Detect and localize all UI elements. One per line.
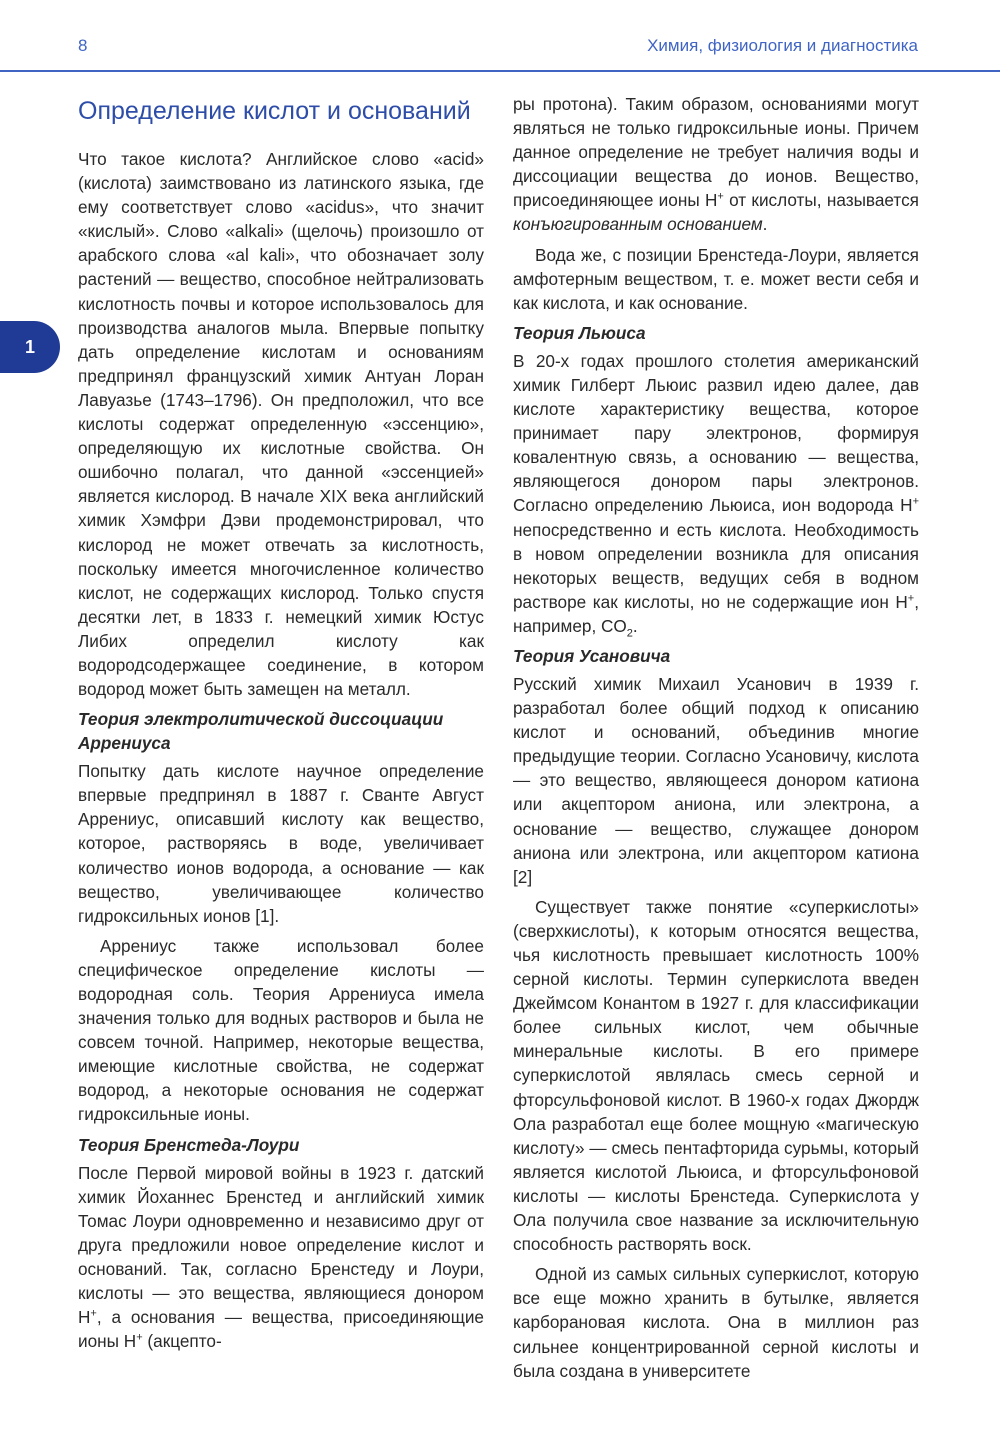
text-run: В 20-х годах прошлого столетия американский химик Гилберт Льюис развил идею далее, дав кислоте характеристику вещества, которое принимает пару электронов, формируя ковалентную связь, а основанию — вещества, являющегося донором пары электронов. Согласно определению Льюиса, ион водорода H xyxy=(513,350,919,516)
text-run: , а основания — вещества, присоединяющие ионы H xyxy=(78,1307,484,1352)
paragraph-carborane: Одной из самых сильных суперкислот, которую все еще можно хранить в бутылке, является карборановая кислота. Она в миллион раз сильнее концентрированной серной кислоты и была создана в университете xyxy=(513,1264,919,1381)
text-run: непосредственно и есть кислота. Необходимость в новом определении возникла для описания некоторых веществ, ведущих себя в водном растворе как кислоты, но не содержащие ион H xyxy=(513,519,919,612)
subhead-bronsted: Теория Бренстеда-Лоури xyxy=(78,1134,300,1155)
text-run: ры протона). Таким образом, основаниями могут являться не только гидроксильные ионы. Причем данное определение не требует наличия воды и диссоциации вещества до ионов. Вещество, присоединяющее ионы H xyxy=(513,94,919,211)
text-run: (акцепто- xyxy=(142,1331,222,1352)
superscript: + xyxy=(717,190,724,203)
paragraph-bronsted xyxy=(78,1161,484,1354)
text-run: . xyxy=(632,615,638,636)
superscript: + xyxy=(90,1307,97,1320)
paragraph-water: Вода же, с позиции Бренстеда-Лоури, является амфотерным веществом, т. е. может вести себя и как кислота, и как основание. xyxy=(513,244,919,313)
text-run: После Первой мировой войны в 1923 г. датский химик Йоханнес Бренстед и английский химик Томас Лоури одновременно и независимо друг от друга предложили новое определение кислот и оснований. Так, согласно Бренстеду и Лоури, кислоты — это вещества, являющиеся донором H xyxy=(78,1162,484,1328)
paragraph-bronsted-cont xyxy=(513,92,919,237)
paragraph-arrhenius-1: Попытку дать кислоте научное определение впервые предпринял в 1887 г. Сванте Август Аррениус, описавший кислоту как вещество, которое, растворяясь в воде, увеличивает количество ионов водорода, а основание — как вещество, увеличивающее количество гидроксильных ионов [1]. xyxy=(78,761,484,926)
text-run: от кислоты, называется xyxy=(723,190,919,211)
superscript: + xyxy=(136,1331,143,1344)
paragraph-arrhenius-2: Аррениус также использовал более специфическое определение кислоты — водородная соль. Теория Аррениуса имела значения только для водных растворов и была не совсем точной. Например, некоторые вещества, имеющие кислотные свойства, не содержат водород, а некоторые основания не содержат гидроксильные ионы. xyxy=(78,935,484,1125)
subhead-arrhenius: Теория электролитической диссоциации Аррениуса xyxy=(78,709,444,754)
header-rule xyxy=(0,70,1000,72)
right-column xyxy=(513,92,919,1389)
superscript: + xyxy=(907,592,915,605)
page-number: 8 xyxy=(78,36,88,55)
paragraph-usanovich: Русский химик Михаил Усанович в 1939 г. разработал более общий подход к описанию кислот и оснований, объединив многие предыдущие теории. Согласно Усановичу, кислота — это вещество, являющееся донором катиона или акцептором аниона, или электрона, а основание — вещество, служащее донором аниона или электрона, или акцептором катиона [2] xyxy=(513,673,919,887)
section-title: Определение кислот и оснований xyxy=(78,97,471,125)
emphasis-term: конъюгированным основанием xyxy=(513,214,763,235)
subscript: 2 xyxy=(626,627,633,640)
running-title: Химия, физиология и диагностика xyxy=(647,36,918,55)
text-run: . xyxy=(762,214,768,235)
superscript: + xyxy=(912,495,919,508)
paragraph-lewis xyxy=(513,349,919,638)
subhead-lewis: Теория Льюиса xyxy=(513,322,646,343)
text-run: , например, CO xyxy=(513,591,919,636)
chapter-tab: 1 xyxy=(0,321,60,373)
paragraph-intro: Что такое кислота? Английское слово «acid» (кислота) заимствовано из латинского языка, где ему соответствует слово «acidus», что значит «кислый». Слово «alkali» (щелочь) произошло от арабского слова «al kali», что обозначает золу растений — вещество, способное нейтрализовать кислотность почвы и которое использовалось для производства аналогов мыла. Впервые попытку дать определение кислотам и основаниям предпринял французский химик Антуан Лоран Лавуазье (1743–1796). Он предположил, что все кислоты содержат определенную «эссенцию», определяющую их кислотные свойства. Он ошибочно полагал, что данной «эссенцией» является кислород. В начале XIX века английский химик Хэмфри Дэви продемонстрировал, что кислород не может отвечать за кислотность, поскольку имеется многочисленное количество кислот, не содержащих кислород. Только спустя десятки лет, в 1833 г. немецкий химик Юстус Либих определил кислоту как водородсодержащее соединение, в котором водород может быть замещен на металл. xyxy=(78,149,484,700)
left-column xyxy=(78,96,484,1359)
paragraph-superacids: Существует также понятие «суперкислоты» (сверхкислоты), к которым относятся вещества, чья кислотность превышает кислотность 100% серной кислоты. Термин суперкислота введен Джеймсом Конантом в 1927 г. для классификации более сильных кислот, чем обычные минеральные кислоты. В его примере суперкислотой являлась смесь серной и фторсульфоновой кислот. В 1960-х годах Джордж Ола разработал еще более мощную «магическую кислоту» — смесь пентафторида сурьмы, который является кислотой Льюиса, и фторсульфоновой кислоты — кислоты Бренстеда. Суперкислота у Ола получила свое название за исключительную способность растворять воск. xyxy=(513,896,919,1255)
subhead-usanovich: Теория Усановича xyxy=(513,645,671,666)
